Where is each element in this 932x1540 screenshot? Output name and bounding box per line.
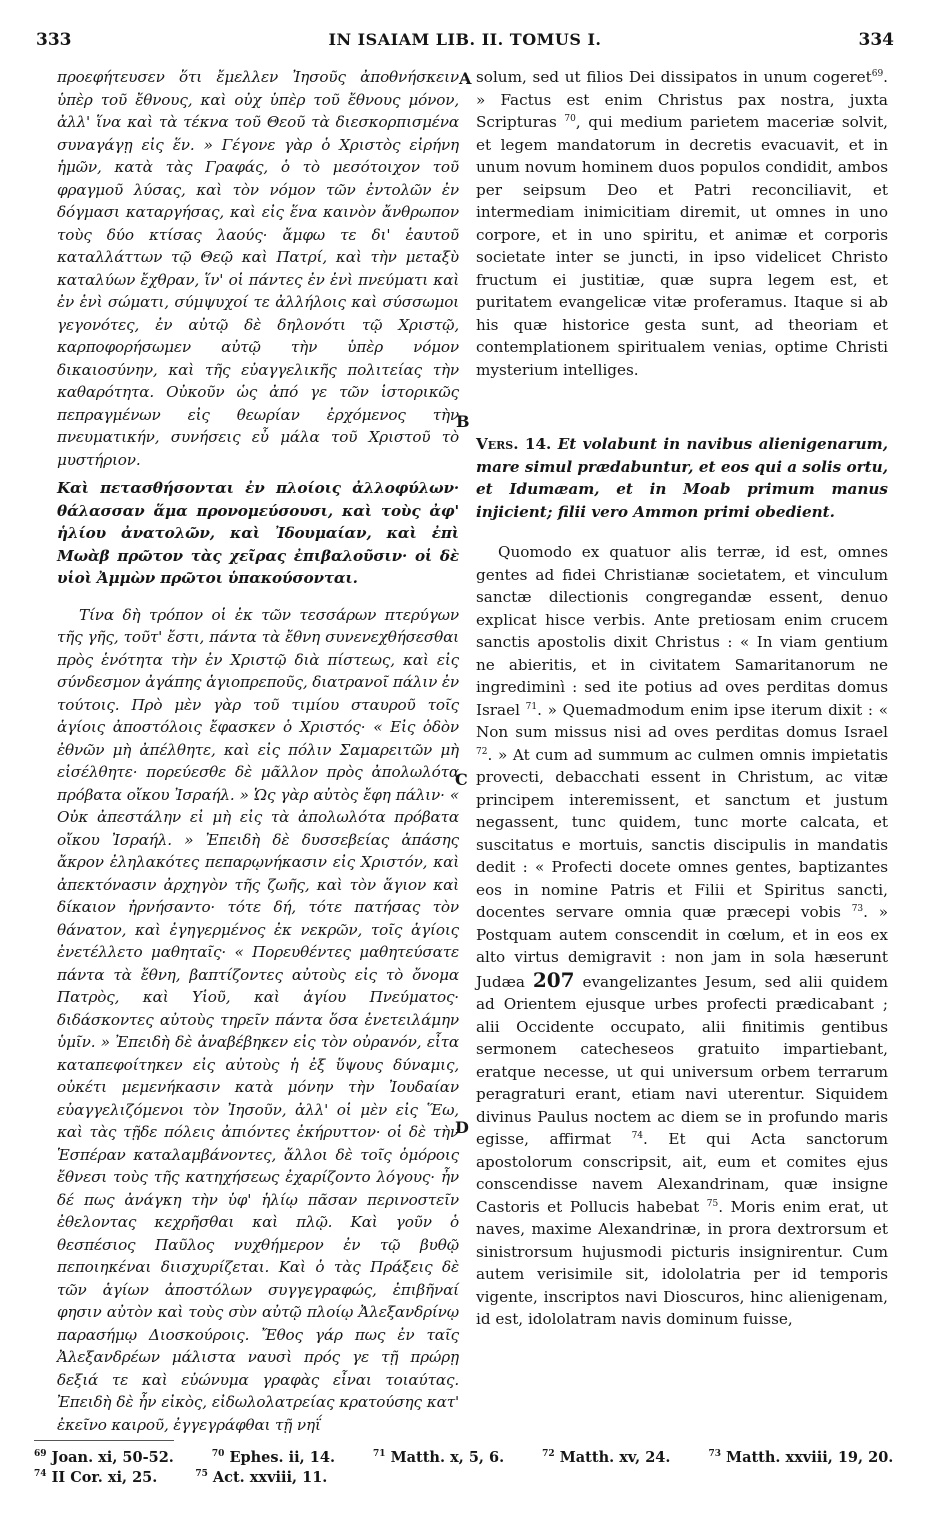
latin-verse: Vers. 14. Et volabunt in navibus alienigenarum, mare simul prædabuntur, et eos qui a solis ortu, et Idumæam, et in Moab primum manus injicient; filii vero Ammon primi obedient. (476, 435, 888, 521)
footnote-ref-71[interactable]: 71 (525, 701, 538, 712)
page-header (36, 30, 894, 58)
footnote-ref-73[interactable]: 73 (851, 903, 864, 914)
margin-marker-c: C (455, 770, 468, 789)
footnote: $^{73}$ Matth. xxviii, 19, 20. (708, 1449, 894, 1466)
footnote-ref-70[interactable]: 70 (564, 113, 576, 124)
latin-paragraph-2: Quomodo ex quatuor alis terræ, id est, omnes gentes ad fidei Christianæ societatem, et vinculum sanctæ dilectionis congregandæ essent, denuo explicat hisce verbis. Ante pretiosam enim crucem sanctis apostolis dixit Christus : « In viam gentium ne abieritis, et in civitatem Samaritanorum ne ingrediminì : sed ite potius ad oves perditas domus Israel $^{71}$. » Quemadmodum enim ipse iterum dixit : « Non sum missus nisi ad oves perditas domus Israel $^{72}$. » At cum ad summum ac culmen omnis impietatis provecti, debacchati essent in Christum, ac vitæ principem interemissent, et sanctum et justum negassent, tunc quidem, tunc morte calcata, et suscitatus e mortuis, sanctis discipulis in mandatis dedit : « Profecti docete omnes gentes, baptizantes eos in nomine Patris et Filii et Spiritus sancti, docentes servare omnia quæ præcepi vobis $^{73}$. » Postquam autem conscendit in cœlum, et in eos ex alto virtus demigravit : non jam in sola hæserunt Judæa 207 evangelizantes Jesum, sed alii quidem ad Orientem ejusque urbes profecti prædicabant ; alii Occidente occupato, alii finitimis gentibus sermonem catecheseos gratuito impartiebant, eratque necesse, ut qui universum orbem terrarum peragraturi erant, etiam navi uterentur. Siquidem divinus Paulus noctem ac diem se in profundo maris egisse, affirmat $^{74}$. Et qui Acta sanctorum apostolorum conscripsit, ait, eum et comites ejus conscendisse navem Alexandrinam, quæ insigne Castoris et Pollucis habebat $^{75}$. Moris enim erat, ut naves, maxime Alexandrinæ, in prora dextrorsum et sinistrorsum hujusmodi picturis insignirentur. Cum autem verisimile sit, idololatria per id temporis vigente, inscriptos navi Dioscuros, hinc alienigenam, id est, idololatram navis dominum fuisse, (476, 543, 889, 1328)
footnote-rule (34, 1440, 174, 1441)
margin-marker-d: D (455, 1118, 469, 1137)
footnote: $^{70}$ Ephes. ii, 14. (211, 1449, 335, 1466)
footnote: $^{75}$ Act. xxviii, 11. (195, 1469, 328, 1486)
footnote-ref-74[interactable]: 74 (631, 1130, 644, 1141)
footnote: $^{71}$ Matth. x, 5, 6. (373, 1449, 505, 1466)
greek-column (57, 66, 459, 1436)
footnote-row-1 (34, 1448, 896, 1468)
footnote: $^{72}$ Matth. xv, 24. (542, 1449, 671, 1466)
running-title: IN ISAIAM LIB. II. TOMUS I. (328, 30, 602, 49)
footnotes (34, 1448, 896, 1488)
page-number-right: 334 (858, 30, 894, 50)
greek-paragraph-2: Τίνα δὴ τρόπον οἱ ἐκ τῶν τεσσάρων πτερύγων τῆς γῆς, τοῦτ' ἔστι, πάντα τὰ ἔθνη συνενεχθήσεσθαι πρὸς ἑνότητα τὴν ἐν Χριστῷ διὰ πίστεως, καὶ εἰς σύνδεσμον ἀγάπης ἁγιοπρεποῦς, διατρανοῖ πάλιν ἐν τούτοις. Πρὸ μὲν γὰρ τοῦ τιμίου σταυροῦ τοῖς ἁγίοις ἀποστόλοις ἔφασκεν ὁ Χριστός· « Εἰς ὁδὸν ἐθνῶν μὴ ἀπέλθητε, καὶ εἰς πόλιν Σαμαρειτῶν μὴ εἰσέλθητε· πορεύεσθε δὲ μᾶλλον πρὸς ἀπολωλότα πρόβατα οἴκου Ἰσραήλ. » Ὡς γὰρ αὐτὸς ἔφη πάλιν· « Οὐκ ἀπεστάλην εἰ μὴ εἰς τὰ ἀπολωλότα πρόβατα οἴκου Ἰσραήλ. » Ἐπειδὴ δὲ δυσσεβείας ἁπάσης ἄκρον ἐληλακότες πεπαρῳνήκασιν εἰς Χριστόν, καὶ ἀπεκτόνασιν ἀρχηγὸν τῆς ζωῆς, καὶ τὸν ἅγιον καὶ δίκαιον ἠρνήσαντο· τότε δή, τότε πατήσας τὸν θάνατον, καὶ ἐγηγερμένος ἐκ νεκρῶν, τοῖς ἁγίοις ἐνετέλλετο μαθηταῖς· « Πορευθέντες μαθητεύσατε πάντα τὰ ἔθνη, βαπτίζοντες αὐτοὺς εἰς τὸ ὄνομα Πατρὸς, καὶ Υἱοῦ, καὶ ἁγίου Πνεύματος· διδάσκοντες αὐτοὺς τηρεῖν πάντα ὅσα ἐνετειλάμην ὑμῖν. » Ἐπειδὴ δὲ ἀναβέβηκεν εἰς τὸν οὐρανόν, εἶτα καταπεφοίτηκεν εἰς αὐτοὺς ἡ ἐξ ὕψους δύναμις, οὐκέτι μεμενήκασιν κατὰ μόνην τὴν Ἰουδαίαν εὐαγγελιζόμενοι τὸν Ἰησοῦν, ἀλλ' οἱ μὲν εἰς Ἕω, καὶ τὰς τῇδε πόλεις ἀπιόντες ἐκήρυττον· οἱ δὲ τὴν Ἑσπέραν καταλαμβάνοντες, ἄλλοι δὲ τοῖς ὁμόροις ἔθνεσι τοὺς τῆς κατηχήσεως ἐχαρίζοντο λόγους· ἦν δέ πως ἀνάγκη τὴν ὑφ' ἡλίῳ πᾶσαν περινοστεῖν ἐθελοντας κεχρῆσθαι καὶ πλῷ. Καὶ γοῦν ὁ θεσπέσιος Παῦλος νυχθήμερον ἐν τῷ βυθῷ πεποιηκέναι διισχυρίζεται. Καὶ ὁ τὰς Πράξεις δὲ τῶν ἁγίων ἀποστόλων συγγεγραφώς, ἐπιβῆναί φησιν αὐτὸν καὶ τοὺς σὺν αὐτῷ πλοίῳ Ἀλεξανδρίνῳ παρασήμῳ Διοσκούροις. Ἔθος γάρ πως ἐν ταῖς Ἀλεξανδρέων μάλιστα ναυσὶ πρός γε τῇ πρώρῃ δεξιά τε καὶ εὐώνυμα γραφὰς εἶναι τοιαύτας. Ἐπειδὴ δὲ ἦν εἰκὸς, εἰδωλολατρείας κρατούσης κατ' ἐκεῖνο καιροῦ, ἐγγεγράφθαι τῇ νηΐ (57, 605, 459, 1434)
footnote-ref-69[interactable]: 69 (871, 68, 884, 79)
greek-paragraph-1: προεφήτευσεν ὅτι ἔμελλεν Ἰησοῦς ἀποθνήσκειν ὑπὲρ τοῦ ἔθνους, καὶ οὐχ ὑπὲρ τοῦ ἔθνους μόνον, ἀλλ' ἵνα καὶ τὰ τέκνα τοῦ Θεοῦ τὰ διεσκορπισμένα συναγάγῃ εἰς ἕν. » Γέγονε γὰρ ὁ Χριστὸς εἰρήνη ἡμῶν, κατὰ τὰς Γραφάς, ὁ τὸ μεσότοιχον τοῦ φραγμοῦ λύσας, καὶ τὸν νόμον τῶν ἐντολῶν ἐν δόγμασι καταργήσας, καὶ εἰς ἕνα καινὸν ἄνθρωπον τοὺς δύο κτίσας λαούς· ἄμφω τε δι' ἑαυτοῦ καταλλάττων τῷ Θεῷ καὶ Πατρί, καὶ τὴν μεταξὺ καταλύων ἔχθραν, ἵν' οἱ πάντες ἐν ἑνὶ πνεύματι καὶ ἐν ἑνὶ σώματι, σύμψυχοί τε ἀλλήλοις καὶ σύσσωμοι γεγονότες, ἐν αὐτῷ δὲ δηλονότι τῷ Χριστῷ, καρποφορήσωμεν αὐτῷ τὴν ὑπὲρ νόμον δικαιοσύνην, καὶ τῆς εὐαγγελικῆς πολιτείας τὴν καθαρότητα. Οὐκοῦν ὡς ἀπό γε τῶν ἱστορικῶς πεπραγμένων εἰς θεωρίαν ἐρχόμενος τὴν πνευματικήν, συνήσεις εὖ μάλα τοῦ Χριστοῦ τὸ μυστήριον. (57, 68, 459, 469)
latin-column (476, 66, 888, 1331)
footnote: $^{74}$ II Cor. xi, 25. (34, 1469, 158, 1486)
verse-label: Vers. 14. (476, 435, 552, 453)
greek-verse: Καὶ πετασθήσονται ἐν πλοίοις ἀλλοφύλων· θάλασσαν ἅμα προνομεύσουσι, καὶ τοὺς ἀφ' ἡλίου ἀνατολῶν, καὶ Ἰδουμαίαν, καὶ ἐπὶ Μωὰβ πρῶτον τὰς χεῖρας ἐπιβαλοῦσιν· οἱ δὲ υἱοὶ Ἀμμὼν πρῶτοι ὑπακούσονται. (57, 479, 459, 587)
footnote-ref-75[interactable]: 75 (706, 1198, 719, 1209)
latin-paragraph-1: solum, sed ut filios Dei dissipatos in unum cogeret$^{69}$. » Factus est enim Christus pax nostra, juxta Scripturas $^{70}$, qui medium parietem maceriæ solvit, et legem mandatorum in decretis evacuavit, et in unum novum hominem duos populos condidit, ambos per seipsum Deo et Patri reconciliavit, et intermediam inimicitiam diremit, ut omnes in uno corpore, et in uno spiritu, et animæ et corporis societate inter se juncti, in ipso videlicet Christo fructum ei justitiæ, quæ supra legem est, et puritatem evangelicæ vitæ proferamus. Itaque si ab his quæ historice gesta sunt, ad theoriam et contemplationem spiritualem venias, optime Christi mysterium intelliges. (476, 68, 889, 379)
footnote-row-2 (34, 1468, 896, 1488)
column-number: 207 (532, 967, 575, 992)
footnote: $^{69}$ Joan. xi, 50-52. (34, 1449, 174, 1466)
margin-marker-b: B (456, 412, 470, 431)
page-number-left: 333 (36, 30, 72, 50)
margin-marker-a: A (459, 69, 472, 88)
footnote-ref-72[interactable]: 72 (476, 746, 488, 757)
